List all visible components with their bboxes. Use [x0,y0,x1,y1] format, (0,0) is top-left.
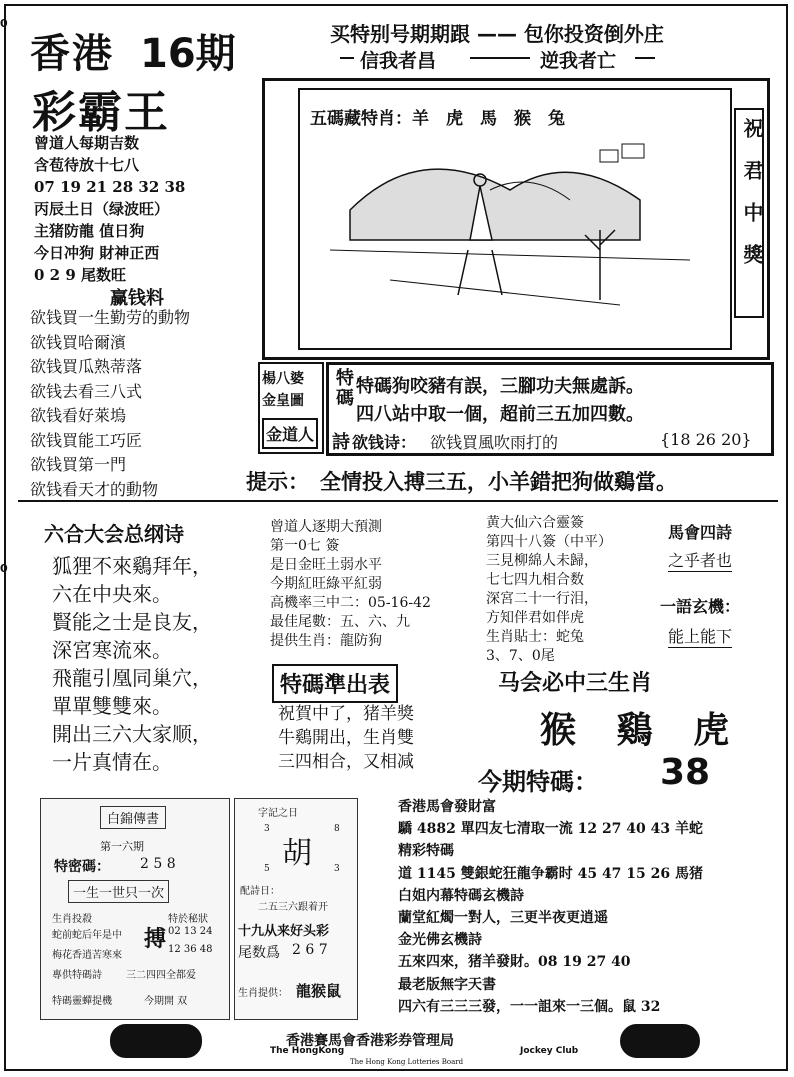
bottom1-label: 專供特碼詩 [52,970,102,981]
dash [635,57,655,59]
list-item: 欲钱看好萊塢 [30,406,127,425]
right-num: 02 13 24 [168,926,213,937]
zeng-prediction [270,518,431,651]
word-poem-label: 配詩日： [240,886,280,897]
dash [470,57,530,59]
right-num: 12 36 48 [168,944,213,955]
fortune-line: 道 1145 雙銀蛇狂龍争霸时 45 47 15 26 馬猪 [398,865,704,882]
poem-line: 單單雙雙來。 [52,694,172,718]
tema-label: 特密碼： [54,859,110,875]
slogan-main: 买特别号期期跟 —— 包你投资倒外庄 [330,22,664,46]
margin-mark-top: 0 [0,17,8,30]
slogan-left: 信我者昌 [360,50,437,72]
slogan-right: 逆我者亡 [540,50,617,72]
horse-poem-text: 之乎者也 [668,548,732,572]
num-1: 3 [264,824,270,834]
daily-line: 含苞待放十七八 [34,156,140,174]
poem-line: 賢能之士是良友， [52,610,212,634]
list-item: 欲钱去看三八式 [30,381,143,401]
daily-lucky-block [34,132,185,286]
note-card-issue: 第一六期 [100,840,144,853]
sage-landscape-icon [330,130,700,330]
prediction-line: 高機率三中二：05-16-42 [270,595,431,611]
num-2: 8 [334,824,340,834]
fortune-line: 驕 4882 單四友七清取一流 12 27 40 43 羊蛇 [398,821,704,838]
big-char: 搏 [144,927,167,952]
bottom1-text: 三二四四全都爱 [126,970,196,981]
three-zodiac-title: 马会必中三生肖 [498,671,653,696]
side-label: 祝君中獎 [740,118,764,286]
poem-label: 欲钱诗： [352,433,417,452]
poem-line: 飛龍引凰同巢穴， [52,666,212,690]
poem-line: 深宮寒流來。 [52,638,172,662]
bottom2-label: 特碼靈蟬提機 [52,996,112,1007]
footer-en-right: Jockey Club [520,1046,579,1056]
note-card-title: 白錦傳書 [100,806,166,829]
huang-daxian [486,514,612,666]
word-zodiac-value: 龍猴鼠 [296,982,342,1000]
oracle-line: 方知伴君如伴虎 [486,610,584,626]
yiyu-title: 一語玄機： [660,597,741,616]
special-table-body [278,702,414,774]
issue-number: 16期 [140,31,236,77]
oracle-line: 深宮二十一行泪， [486,591,598,607]
fortune-line: 精彩特碼 [398,843,454,860]
fortune-line: 四六有三三三發，一一詛來一三個。鼠 32 [398,998,661,1015]
prediction-line: 第一0七 簽 [270,538,340,554]
special-code-line-1: 特碼狗咬豬有誤，三腳功夫無處訴。 [356,376,644,397]
prediction-line: 是日金旺土弱水平 [270,557,382,573]
note-slogan: 一生一世只一次 [68,880,169,903]
horse-poem-title: 馬會四詩 [668,523,733,542]
fortune-line: 金光佛玄機詩 [398,932,482,949]
oracle-line: 生肖貼士：蛇兔 [486,629,584,645]
fortune-line: 蘭堂紅燭一對人，三更半夜更逍遥 [398,910,608,927]
note-card [40,798,230,1020]
lotteries-logo-icon [620,1024,700,1058]
num-4: 3 [334,864,340,874]
logo-text-2: 金皇圖 [262,393,304,409]
daily-line: 今日冲狗 財神正西 [34,244,160,262]
winning-material-list [30,306,190,502]
oracle-line: 第四十八簽（中平） [486,534,612,550]
dash [340,57,354,59]
logo-text-3: 金道人 [262,418,318,449]
hint-text: 全情投入搏三五，小羊錯把狗做鷄當。 [320,470,677,494]
list-item: 欲钱買能工巧匠 [30,430,143,450]
three-zodiac-values: 猴 鷄 虎 [540,710,744,751]
liuhe-poem-body [52,552,212,776]
paper-name: 彩霸王 [32,87,170,138]
daily-line: 丙辰土日（绿波旺） [34,200,170,218]
poem-line: 狐狸不來鷄拜年， [52,554,212,578]
tema-value: 2 5 8 [140,856,176,872]
table-line: 三四相合，又相减 [278,752,414,772]
yiyu-text: 能上能下 [668,624,732,648]
word-card-header: 字記之日 [258,808,298,819]
winning-material-title: 赢钱料 [110,288,164,309]
num-3: 5 [264,864,270,874]
left-line: 梅花香逍苦寒來 [52,950,122,961]
daily-line: 曾道人每期吉数 [34,134,140,152]
tail-value: 2 6 7 [292,942,328,958]
word-slogan: 十九从来好头彩 [238,924,330,939]
poem-line: 開出三六大家顺， [52,722,212,746]
special-code-line-2: 四八站中取一個，超前三五加四數。 [356,404,644,425]
special-number: 38 [660,752,711,793]
oracle-line: 3、7、0尾 [486,648,555,664]
special-number-label: 今期特碼： [478,768,598,796]
daily-line: 0 2 9 尾数旺 [34,266,126,284]
table-line: 祝賀中了，猪羊獎 [278,704,414,724]
special-code-badge: 特碼 [333,368,354,408]
poem-numbers: {18 26 20} [660,430,752,449]
daily-line: 07 19 21 28 32 38 [34,178,186,196]
special-code-badge-2: 詩 [332,432,350,453]
liuhe-poem-title: 六合大会总纲诗 [44,522,184,546]
prediction-line: 今期紅旺綠平紅弱 [270,576,382,592]
oracle-line: 黄大仙六合靈簽 [486,515,584,531]
five-code-caption: 五碼藏特肖：羊 虎 馬 猴 兔 [310,109,565,129]
list-item: 欲钱買哈爾濱 [30,332,127,352]
hint-label: 提示： [246,470,309,494]
list-item: 欲钱買瓜熟蒂落 [30,357,143,376]
footer-en-left: The HongKong [270,1046,345,1056]
hk-fortune-block [398,796,703,1018]
fortune-line: 香港馬會發財富 [398,799,496,815]
divider [18,500,778,502]
left-label: 生肖投殺 [52,914,92,925]
word-zodiac-label: 生肖提供： [238,988,288,999]
footer-cn: 香港賽馬會香港彩券管理局 [286,1033,454,1049]
prediction-line: 最佳尾數：五、六、九 [270,614,410,630]
logo-text-1: 楊八婆 [262,371,304,387]
fortune-line: 白姐内幕特碼玄機詩 [398,887,524,904]
fortune-line: 五來四來，猪羊發財。08 19 27 40 [398,954,631,971]
word-char: 胡 [282,836,312,871]
margin-mark-bottom: 0 [0,562,8,575]
table-line: 牛鷄開出，生肖雙 [278,728,414,748]
right-label: 特於秘狀 [168,914,208,925]
list-item: 欲钱看天才的動物 [30,479,159,499]
region-title: 香港 [30,31,114,77]
left-line: 蛇前蛇后年是中 [52,930,122,941]
jockey-club-logo-icon [110,1024,202,1058]
daily-line: 主猪防龍 值日狗 [34,222,145,240]
prediction-line: 曾道人逐期大預測 [270,519,382,535]
footer-en-sub: The Hong Kong Lotteries Board [350,1058,464,1066]
oracle-line: 三見柳綿人未歸， [486,553,598,569]
list-item: 欲钱買一生勤劳的動物 [30,308,191,327]
prediction-line: 提供生肖：龍防狗 [270,633,382,649]
poem-line: 六在中央來。 [52,582,172,606]
bottom2-text: 今期開 双 [144,996,188,1007]
oracle-line: 七七四九相合数 [486,572,584,588]
word-poem-text: 二五三六跟着开 [258,902,328,913]
tail-label: 尾数爲 [238,945,280,961]
poem-text: 欲钱買風吹雨打的 [430,433,559,452]
fortune-line: 最老版無字天書 [398,976,496,993]
list-item: 欲钱買第一門 [30,455,127,474]
poem-line: 一片真情在。 [52,750,172,774]
special-table-title: 特碼準出表 [272,664,398,703]
